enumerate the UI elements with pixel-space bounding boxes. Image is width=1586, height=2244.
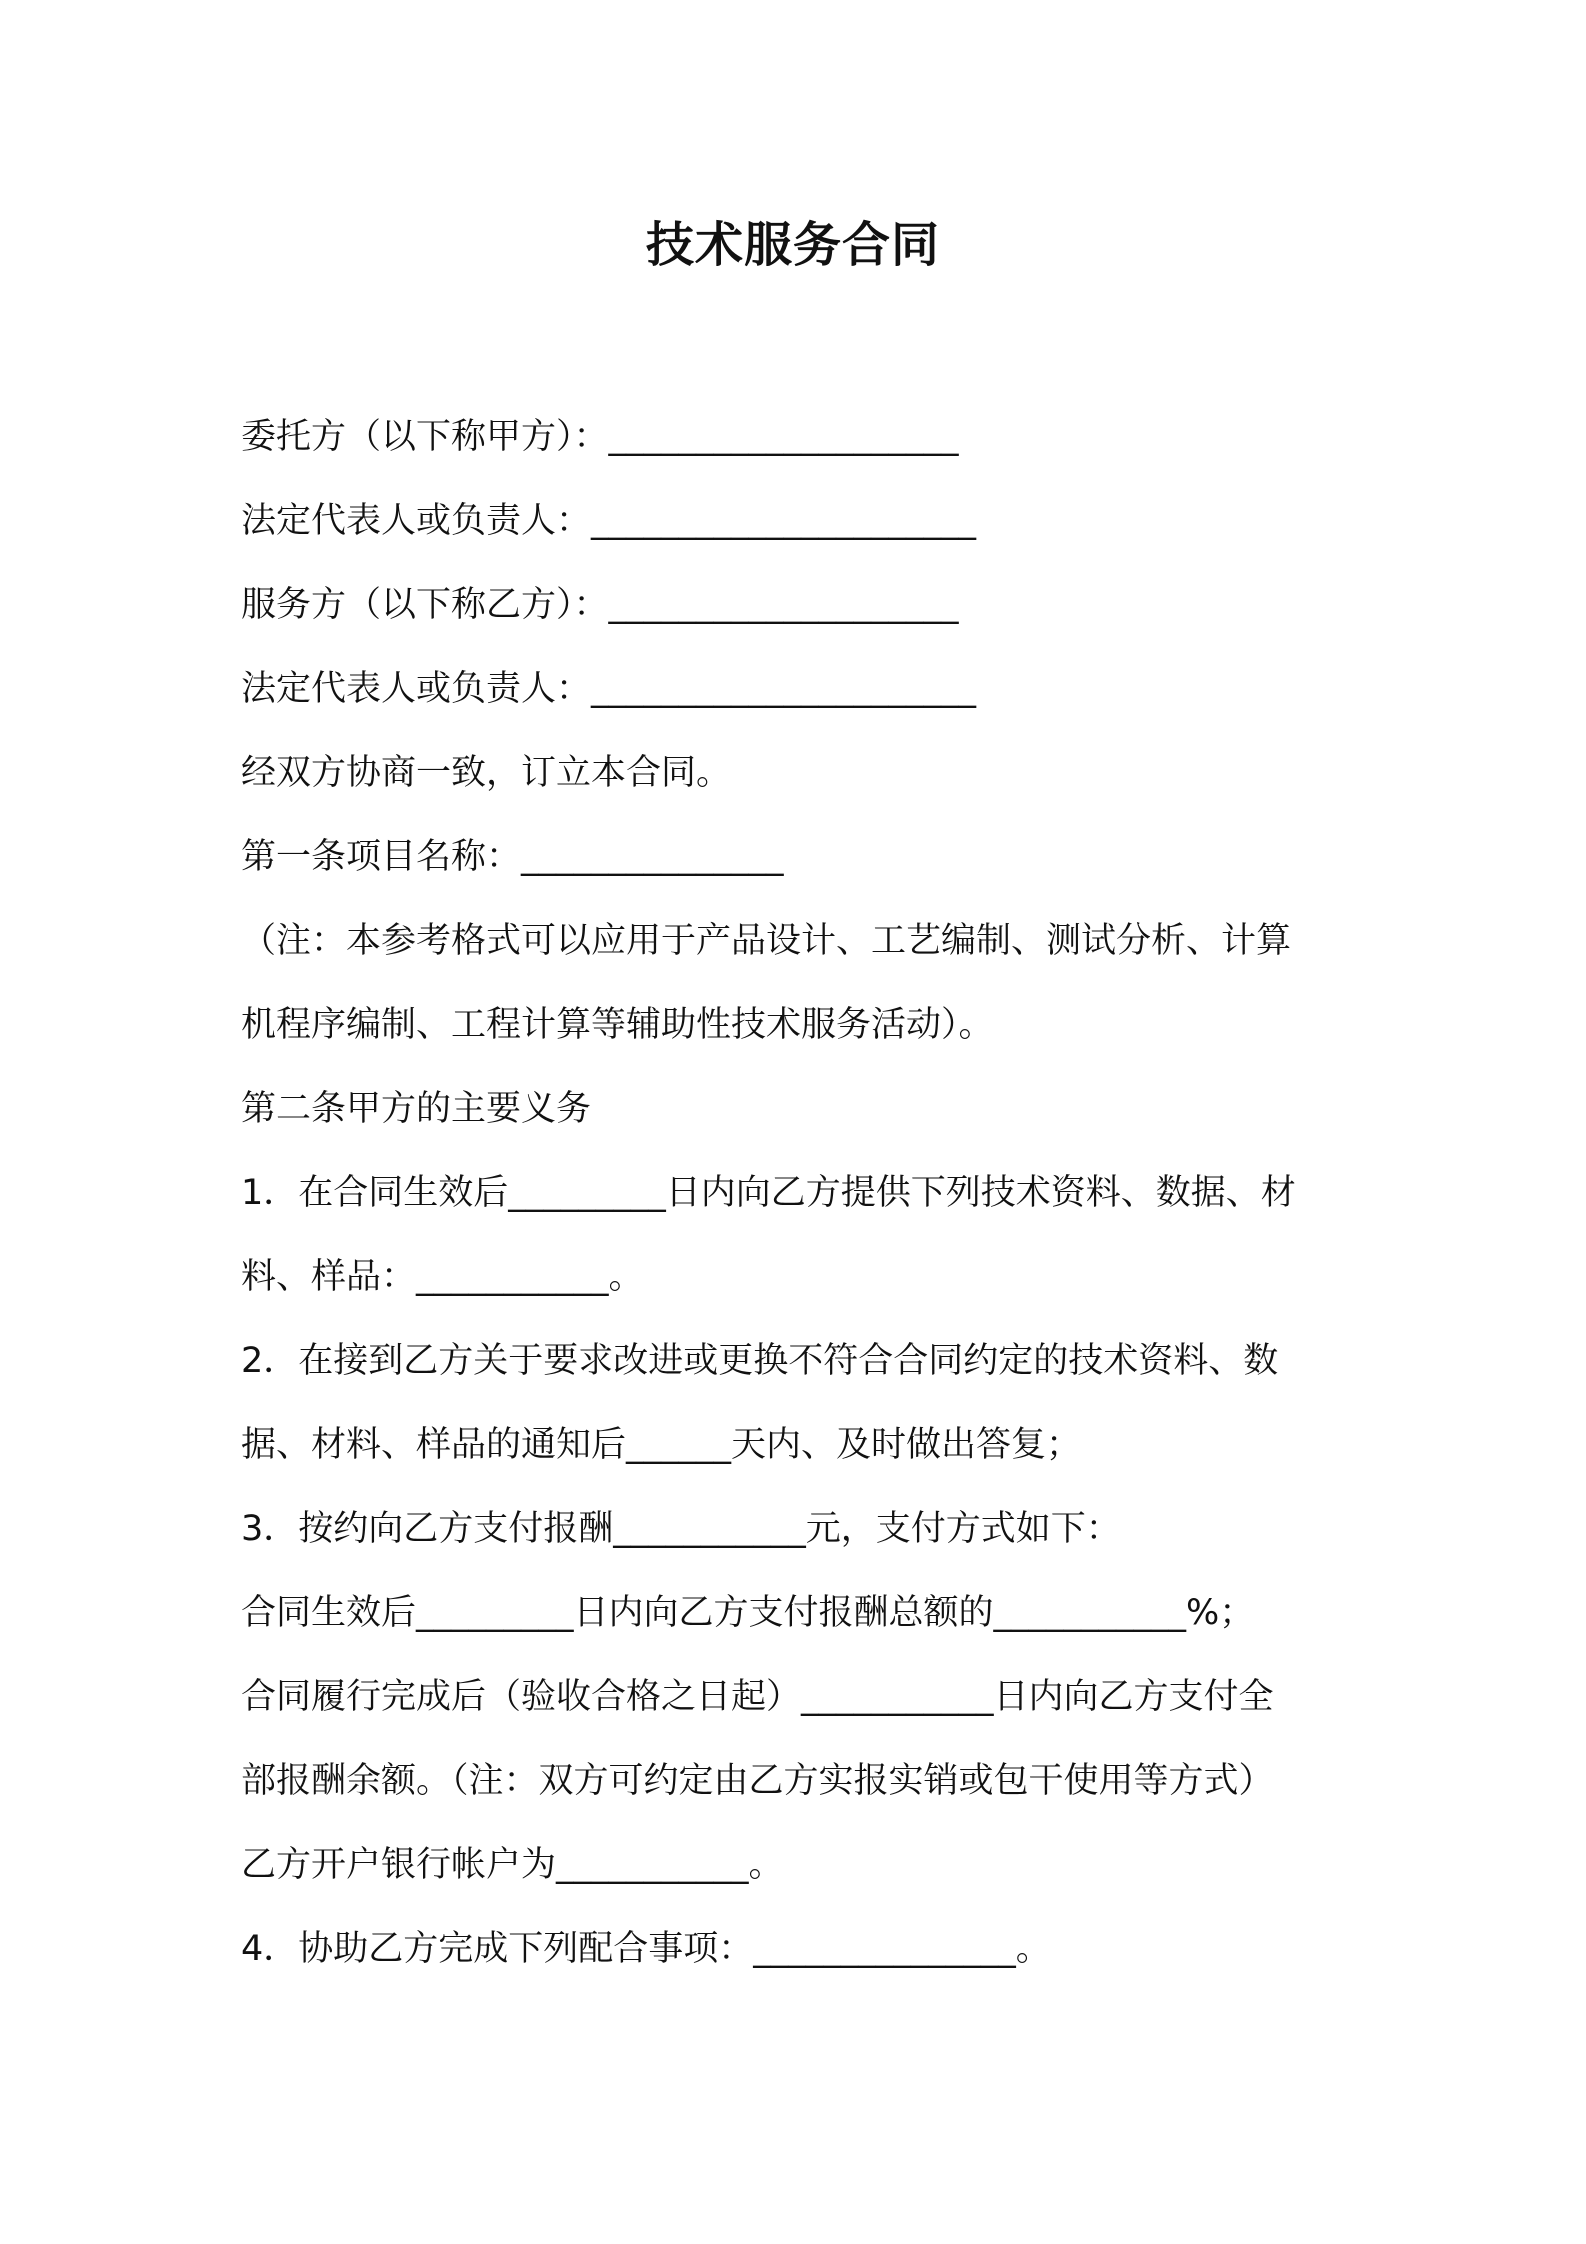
party-b-representative-line: 法定代表人或负责人：______________________	[241, 669, 977, 709]
obligation-one-line-1: 1．在合同生效后_________日内向乙方提供下列技术资料、数据、材	[241, 1173, 1296, 1213]
article-one-note-line-2: 机程序编制、工程计算等辅助性技术服务活动）。	[241, 1005, 994, 1045]
payment-after-effective: 合同生效后_________日内向乙方支付报酬总额的___________%；	[241, 1593, 1255, 1633]
payment-after-completion-line-2: 部报酬余额。（注：双方可约定由乙方实报实销或包干使用等方式）	[241, 1761, 1274, 1801]
obligation-three-payment: 3．按约向乙方支付报酬___________元，支付方式如下：	[241, 1509, 1121, 1549]
document-title: 技术服务合同	[645, 217, 940, 273]
article-one-note-line-1: （注：本参考格式可以应用于产品设计、工艺编制、测试分析、计算	[241, 921, 1292, 961]
bank-account-line: 乙方开户银行帐户为___________。	[241, 1845, 784, 1885]
payment-after-completion-line-1: 合同履行完成后（验收合格之日起）___________日内向乙方支付全	[241, 1677, 1274, 1717]
obligation-four-assistance: 4．协助乙方完成下列配合事项：_______________。	[241, 1929, 1051, 1969]
party-a-representative-line: 法定代表人或负责人：______________________	[241, 501, 977, 541]
obligation-two-line-1: 2．在接到乙方关于要求改进或更换不符合合同约定的技术资料、数	[241, 1341, 1279, 1381]
obligation-two-line-2: 据、材料、样品的通知后______天内、及时做出答复；	[241, 1425, 1082, 1465]
party-a-line: 委托方（以下称甲方）：____________________	[241, 417, 959, 457]
agreement-statement: 经双方协商一致，订立本合同。	[241, 753, 732, 793]
obligation-one-line-2: 料、样品：___________。	[241, 1257, 644, 1297]
party-b-line: 服务方（以下称乙方）：____________________	[241, 585, 959, 625]
article-one-project-name: 第一条项目名称：_______________	[241, 837, 784, 877]
article-two-heading: 第二条甲方的主要义务	[241, 1089, 592, 1129]
